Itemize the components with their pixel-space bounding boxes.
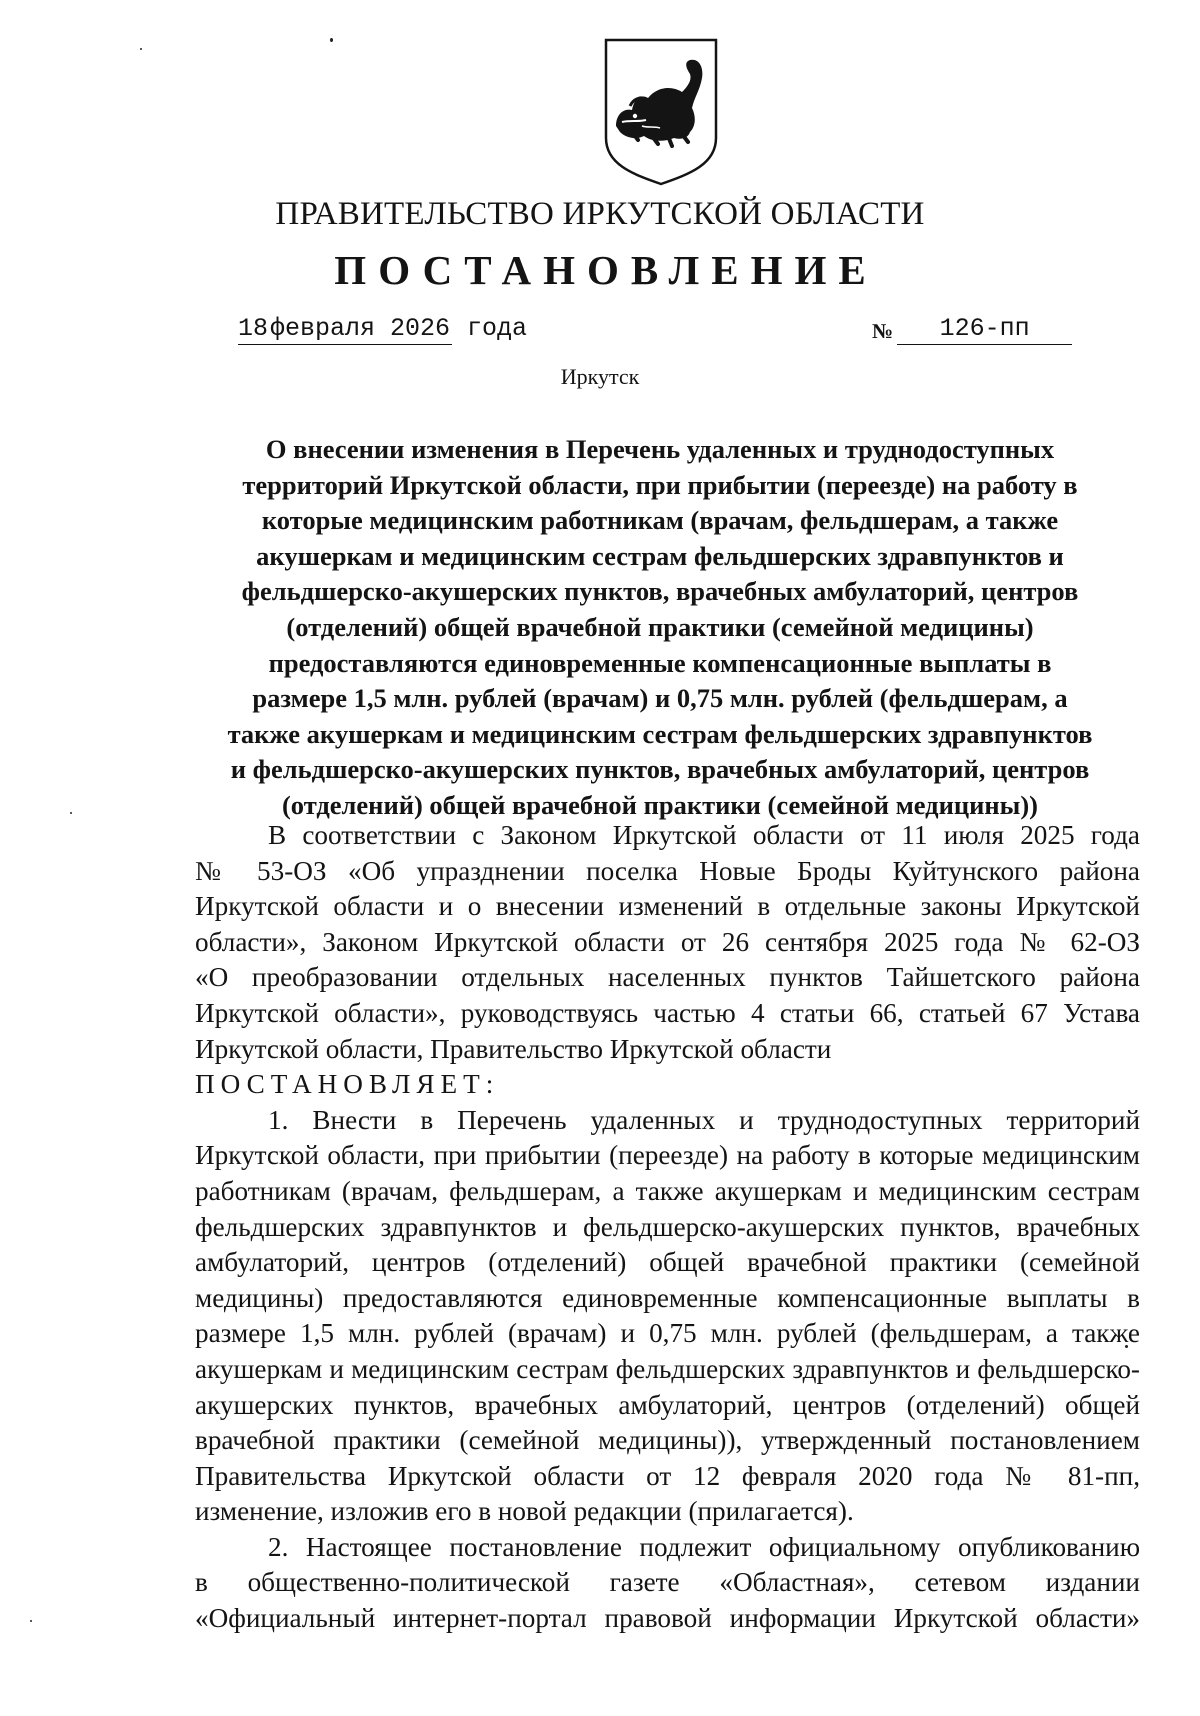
heading-line: (отделений) общей врачебной практики (семейной медицины) — [286, 611, 1034, 642]
item-1-line: работникам (врачам, фельдшерам, а также акушеркам и медицинским сестрам — [195, 1175, 1140, 1206]
heading-line: (отделений) общей врачебной практики (семейной медицины)) — [281, 789, 1038, 820]
heading-line: предоставляются единовременные компенсационные выплаты в — [268, 647, 1052, 678]
item-2 — [195, 1530, 1140, 1637]
item-1-line: фельдшерских здравпунктов и фельдшерско-акушерских пунктов, врачебных — [195, 1211, 1140, 1242]
document-body — [195, 818, 1140, 1637]
scan-speck — [70, 812, 72, 814]
item-1-line: амбулаторий, центров (отделений) общей врачебной практики (семейной — [195, 1247, 1140, 1278]
item-1-line: акушерских пунктов, врачебных амбулаторий, центров (отделений) общей — [195, 1389, 1140, 1420]
heading-line: также акушеркам и медицинским сестрам фельдшерских здравпунктов — [227, 718, 1093, 749]
heading-line: размере 1,5 млн. рублей (врачам) и 0,75 млн. рублей (фельдшерам, а — [252, 683, 1068, 714]
item-1 — [195, 1103, 1140, 1530]
item-1-line: 1. Внести в Перечень удаленных и труднодоступных территорий — [268, 1104, 1140, 1135]
document-heading — [196, 432, 1124, 824]
date-suffix: года — [467, 314, 528, 343]
heading-line: территорий Иркутской области, при прибытии (переезде) на работу в — [242, 469, 1078, 500]
number-value: 126-пп — [897, 314, 1072, 345]
date-day: 18 — [238, 314, 269, 343]
government-title: ПРАВИТЕЛЬСТВО ИРКУТСКОЙ ОБЛАСТИ — [275, 196, 925, 232]
preamble-line: В соответствии с Законом Иркутской области от 11 июля 2025 года — [268, 820, 1140, 850]
item-1-line: медицины) предоставляются единовременные компенсационные выплаты в — [195, 1282, 1140, 1313]
item-1-line: Правительства Иркутской области от 12 февраля 2020 года № 81-пп, — [195, 1460, 1140, 1491]
city: Иркутск — [560, 364, 640, 389]
item-1-line: акушеркам и медицинским сестрам фельдшерских здравпунктов и фельдшерско- — [195, 1353, 1140, 1384]
scan-speck — [330, 38, 333, 42]
scan-speck — [30, 1620, 32, 1622]
item-1-line: Иркутской области, при прибытии (переезде) на работу в которые медицинским — [195, 1140, 1140, 1171]
date-month-year: февраля 2026 — [269, 314, 451, 343]
preamble-line: области», Законом Иркутской области от 26 сентября 2025 года № 62-ОЗ — [195, 926, 1140, 957]
item-1-line: врачебной практики (семейной медицины)), утвержденный постановлением — [195, 1425, 1140, 1456]
item-2-line: «Официальный интернет-портал правовой информации Иркутской области» — [195, 1603, 1140, 1634]
heading-line: фельдшерско-акушерских пунктов, врачебных амбулаторий, центров — [241, 576, 1079, 607]
document-type: ПОСТАНОВЛЕНИЕ — [334, 247, 878, 293]
heading-line: акушеркам и медицинским сестрам фельдшерских здравпунктов и — [256, 540, 1064, 571]
irkutsk-coat-of-arms-icon — [602, 36, 720, 186]
decree-word: ПОСТАНОВЛЯЕТ: — [195, 1069, 500, 1100]
heading-line: и фельдшерско-акушерских пунктов, врачебных амбулаторий, центров — [230, 754, 1090, 785]
item-1-line: размере 1,5 млн. рублей (врачам) и 0,75 млн. рублей (фельдшерам, а также — [195, 1318, 1140, 1349]
item-1-line: изменение, изложив его в новой редакции (прилагается). — [195, 1496, 854, 1527]
number-sign: № — [872, 319, 894, 343]
document-date — [238, 314, 527, 345]
heading-line: О внесении изменения в Перечень удаленных и труднодоступных — [265, 434, 1055, 464]
preamble-line: Иркутской области и о внесении изменений в отдельные законы Иркутской — [195, 891, 1140, 922]
document-number — [872, 314, 1072, 345]
preamble-line: Иркутской области, Правительство Иркутской области — [195, 1033, 832, 1064]
item-2-line: в общественно-политической газете «Областная», сетевом издании — [195, 1567, 1140, 1598]
preamble-line: «О преобразовании отдельных населенных пунктов Тайшетского района — [195, 962, 1140, 993]
scan-speck — [140, 48, 142, 50]
preamble-line: № 53-ОЗ «Об упразднении поселка Новые Броды Куйтунского района — [195, 855, 1140, 886]
preamble — [195, 818, 1140, 1067]
item-2-line: 2. Настоящее постановление подлежит официальному опубликованию — [268, 1531, 1140, 1562]
preamble-line: Иркутской области», руководствуясь частью 4 статьи 66, статьей 67 Устава — [195, 997, 1140, 1028]
heading-line: которые медицинским работникам (врачам, фельдшерам, а также — [261, 505, 1059, 536]
